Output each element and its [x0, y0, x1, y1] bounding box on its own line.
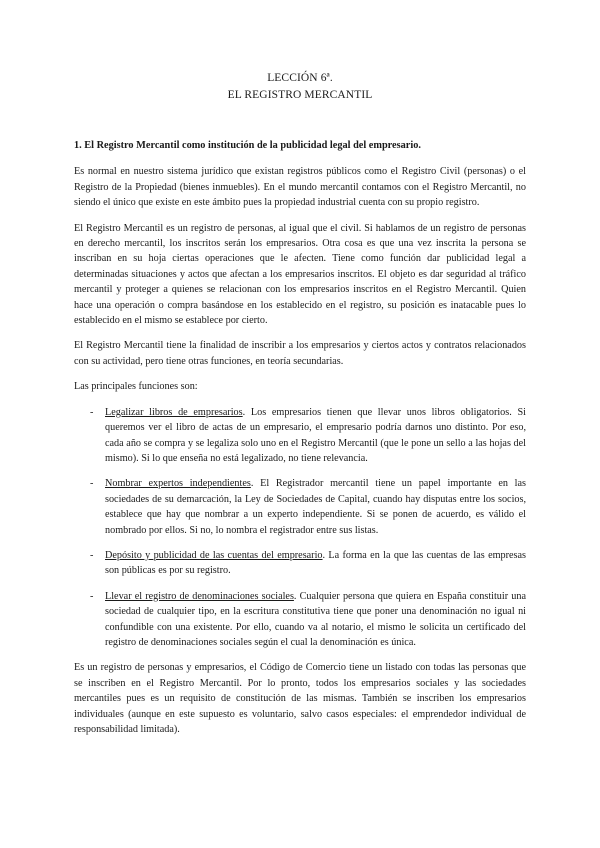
function-label: Depósito y publicidad de las cuentas del empresario — [105, 549, 323, 561]
title-block — [0, 70, 600, 104]
paragraph-closing: Es un registro de personas y empresarios, el Código de Comercio tiene un listado con todas las personas que se inscriben en el Registro Mercantil. Por lo pronto, todos los empresarios sociales y las sociedades mercantiles pues es un requisito de constitución de las mismas. También se inscriben los empresarios individuales (aunque en este supuesto es voluntario, salvo casos especiales: el emprendedor individual de responsabilidad limitada). — [74, 662, 526, 735]
function-text: . Los empresarios tienen que llevar unos libros obligatorios. Si queremos ver el libro de actas de un empresario, el empresario podría darnos uno distinto. Por eso, cada año se compra y se legaliza solo uno en el Registro Mercantil (que le pone un sello a las hojas del mismo). Si lo que enseña no está legalizado, no tiene relevancia. — [105, 406, 526, 464]
list-item — [90, 548, 526, 579]
paragraph-functions-intro: Las principales funciones son: — [74, 381, 198, 393]
lesson-number: LECCIÓN 6ª. — [267, 72, 333, 84]
list-item — [90, 405, 526, 467]
paragraph-purpose: El Registro Mercantil tiene la finalidad de inscribir a los empresarios y ciertos actos y contratos relacionados con su actividad, pero tiene otras funciones, en teoría secundarias. — [74, 340, 526, 367]
section-heading: 1. El Registro Mercantil como institución de la publicidad legal del empresario. — [74, 140, 421, 151]
list-bullet: - — [90, 478, 94, 490]
list-bullet: - — [90, 406, 94, 418]
function-label: Nombrar expertos independientes — [105, 478, 251, 490]
function-label: Legalizar libros de empresarios — [105, 406, 243, 418]
function-text: . El Registrador mercantil tiene un papel importante en las sociedades de su demarcación, la Ley de Sociedades de Capital, cuando hay disputas entre los socios, establece que hay que nombrar a un experto independiente. Si se ponen de acuerdo, es válido el nombrado por ellos. Si no, lo nombra el registrador entre sus listas. — [105, 478, 526, 536]
function-text: . Cualquier persona que quiera en España constituir una sociedad de cualquier tipo, en la escritura constitutiva tiene que poner una denominación no igual ni confundible con una existente. Por ello, cuando va al notario, el mismo le solicita un certificado del registro de denominaciones sociales según el cual la denominación es única. — [105, 590, 526, 648]
paragraph-intro: Es normal en nuestro sistema jurídico que existan registros públicos como el Registro Civil (personas) o el Registro de la Propiedad (bienes inmuebles). En el mundo mercantil contamos con el Registro Mercantil, no siendo el único que existe en este ámbito pues la propiedad industrial cuenta con su propio registro. — [74, 166, 526, 209]
list-bullet: - — [90, 549, 94, 561]
paragraph-definition: El Registro Mercantil es un registro de personas, al igual que el civil. Si hablamos de un registro de personas en derecho mercantil, los inscritos serán los empresarios. Otra cosa es que una vez inscrita la persona se inscriban en su hoja ciertas operaciones que le afecten. Tiene como función dar publicidad legal a determinadas situaciones y actos que afectan a los empresarios inscritos. El objeto es dar seguridad al tráfico mercantil y proteger a quienes se relacionan con los empresarios inscritos en el Registro Mercantil. Quien hace una operación o compra basándose en los establecido en el registro, su posición es inatacable pues lo establecido en el mismo se establece por cierto. — [74, 222, 526, 327]
document-body — [74, 138, 526, 747]
list-bullet: - — [90, 590, 94, 602]
lesson-title: EL REGISTRO MERCANTIL — [227, 89, 373, 101]
function-label: Llevar el registro de denominaciones sociales — [105, 590, 294, 602]
list-item — [90, 589, 526, 651]
function-text: . La forma en la que las cuentas de las empresas son públicas es por su registro. — [105, 549, 526, 577]
functions-list — [74, 405, 526, 651]
list-item — [90, 476, 526, 538]
